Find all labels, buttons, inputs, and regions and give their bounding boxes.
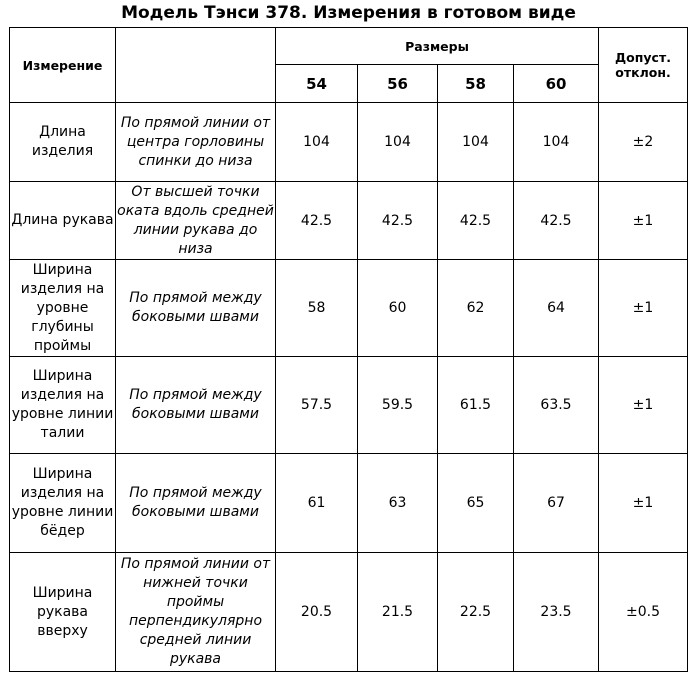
table-row <box>10 182 688 260</box>
value-cell: 42.5 <box>358 182 438 260</box>
value-cell: 104 <box>276 103 358 182</box>
value-cell: 104 <box>438 103 514 182</box>
tolerance-cell: ±1 <box>599 357 688 454</box>
table-row <box>10 103 688 182</box>
measurement-description: От высшей точки оката вдоль средней линии рукава до низа <box>116 182 276 260</box>
size-header-56: 56 <box>358 65 438 103</box>
tolerance-cell: ±1 <box>599 182 688 260</box>
value-cell: 42.5 <box>276 182 358 260</box>
tolerance-header: Допуст. отклон. <box>599 28 688 103</box>
measurement-description: По прямой между боковыми швами <box>116 357 276 454</box>
tolerance-cell: ±1 <box>599 260 688 357</box>
measurement-description: По прямой линии от нижней точки проймы перпендикулярно средней линии рукава <box>116 553 276 672</box>
size-header-60: 60 <box>514 65 599 103</box>
table-row <box>10 454 688 553</box>
value-cell: 22.5 <box>438 553 514 672</box>
description-header <box>116 28 276 103</box>
value-cell: 58 <box>276 260 358 357</box>
value-cell: 59.5 <box>358 357 438 454</box>
value-cell: 42.5 <box>438 182 514 260</box>
measurement-name: Ширина изделия на уровне линии бёдер <box>10 454 116 553</box>
value-cell: 65 <box>438 454 514 553</box>
header-row <box>10 28 688 65</box>
value-cell: 60 <box>358 260 438 357</box>
value-cell: 67 <box>514 454 599 553</box>
value-cell: 21.5 <box>358 553 438 672</box>
value-cell: 104 <box>358 103 438 182</box>
tolerance-cell: ±1 <box>599 454 688 553</box>
table-row <box>10 357 688 454</box>
value-cell: 57.5 <box>276 357 358 454</box>
value-cell: 42.5 <box>514 182 599 260</box>
tolerance-cell: ±2 <box>599 103 688 182</box>
table-row <box>10 260 688 357</box>
value-cell: 20.5 <box>276 553 358 672</box>
value-cell: 61.5 <box>438 357 514 454</box>
measurement-description: По прямой между боковыми швами <box>116 454 276 553</box>
document-title: Модель Тэнси 378. Измерения в готовом виде <box>121 3 576 23</box>
measurement-description: По прямой между боковыми швами <box>116 260 276 357</box>
value-cell: 61 <box>276 454 358 553</box>
value-cell: 104 <box>514 103 599 182</box>
tolerance-cell: ±0.5 <box>599 553 688 672</box>
value-cell: 63.5 <box>514 357 599 454</box>
measurement-name: Ширина изделия на уровне линии талии <box>10 357 116 454</box>
measurements-table <box>9 27 688 672</box>
size-header-54: 54 <box>276 65 358 103</box>
value-cell: 63 <box>358 454 438 553</box>
value-cell: 23.5 <box>514 553 599 672</box>
table-row <box>10 553 688 672</box>
measurement-header: Измерение <box>10 28 116 103</box>
measurement-name: Длина изделия <box>10 103 116 182</box>
value-cell: 64 <box>514 260 599 357</box>
measurement-description: По прямой линии от центра горловины спинки до низа <box>116 103 276 182</box>
measurement-name: Длина рукава <box>10 182 116 260</box>
measurement-name: Ширина рукава вверху <box>10 553 116 672</box>
measurement-name: Ширина изделия на уровне глубины проймы <box>10 260 116 357</box>
value-cell: 62 <box>438 260 514 357</box>
sizes-header: Размеры <box>276 28 599 65</box>
size-header-58: 58 <box>438 65 514 103</box>
